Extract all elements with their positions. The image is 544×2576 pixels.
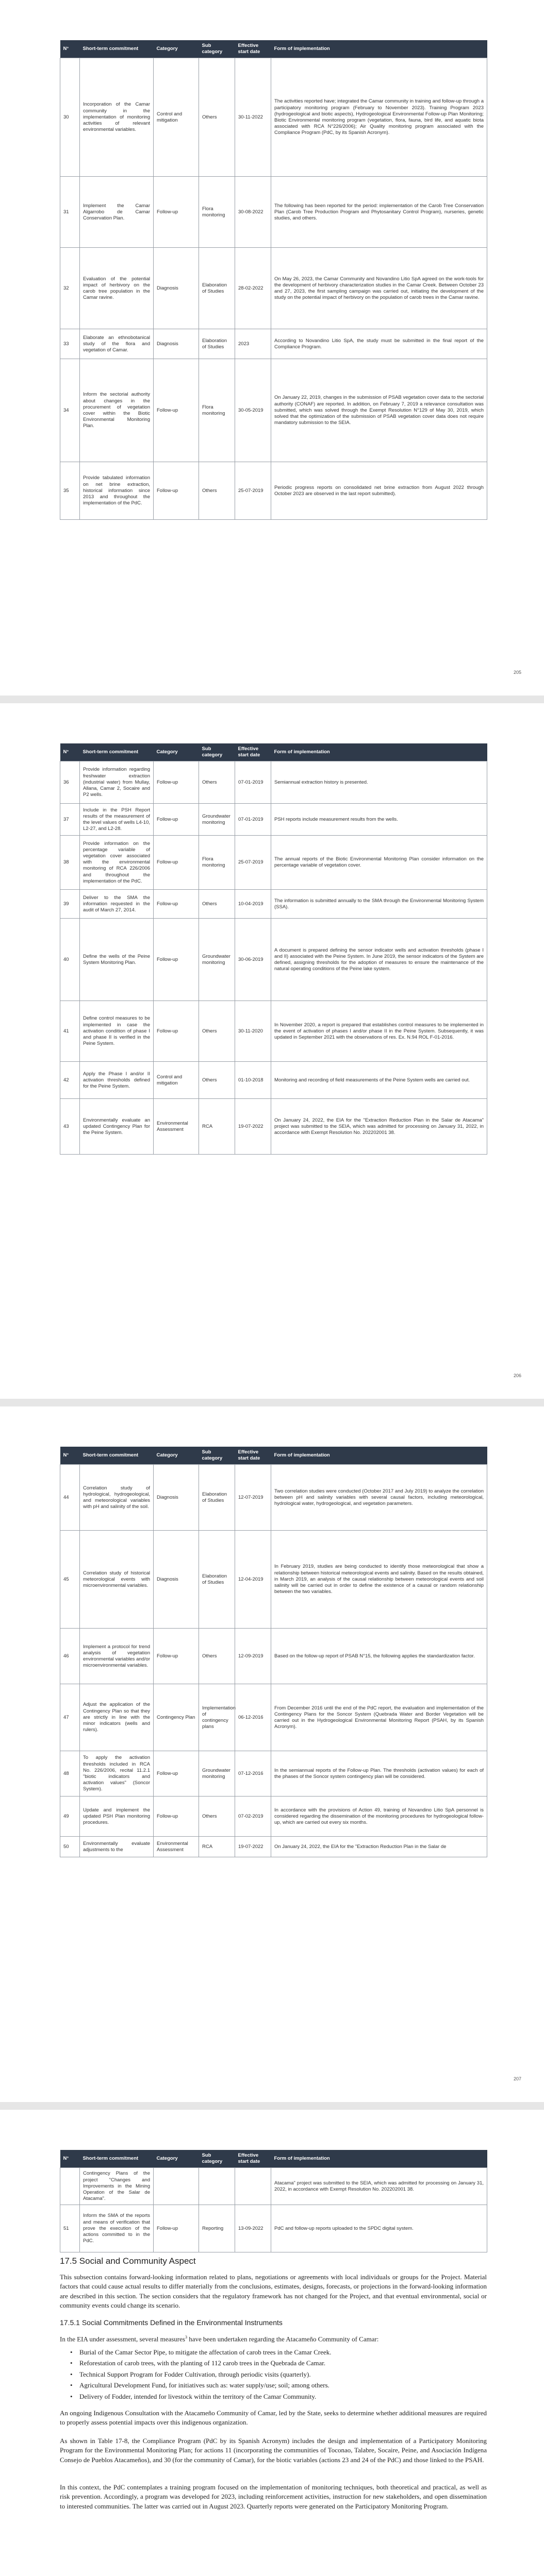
row-date: 28-02-2022: [235, 248, 271, 329]
row-commitment: Elaborate an ethnobotanical study of the flora and vegetation of Camar.: [80, 329, 154, 359]
row-subcategory: Others: [199, 1629, 235, 1684]
row-subcategory: Elaboration of Studies: [199, 248, 235, 329]
row-form: PSH reports include measurement results from the wells.: [271, 804, 487, 836]
row-date: 12-07-2019: [235, 1465, 271, 1531]
row-commitment: Evaluation of the potential impact of herbivory on the carob tree population in the Camar ravine.: [80, 248, 154, 329]
measures-paragraph: [60, 2334, 487, 2344]
row-category: Diagnosis: [154, 1465, 199, 1531]
row-subcategory: Others: [199, 1062, 235, 1099]
page-3: [0, 1406, 544, 2102]
col-header-number: N°: [60, 2150, 80, 2168]
row-number: 44: [60, 1465, 80, 1531]
row-date: 07-02-2019: [235, 1797, 271, 1837]
row-number: 31: [60, 177, 80, 248]
row-commitment: Apply the Phase I and/or II activation thresholds defined for the Peine System.: [80, 1062, 154, 1099]
row-category: Follow-up: [154, 2205, 199, 2252]
row-form: The activities reported have; integrated the Camar community in training and follow-up through a participatory monitoring program (February to November 2023). Training Program 2023 (hydrogeological and biotic aspects), Hydrogeological Environmental Follow-up Plan Monitoring; Biotic Environmental monitoring program (vegetation, flora, fauna, bird life, and aquatic biota associated with RCA N°226/2006); Air Quality monitoring program associated with the Compliance Program (PdC, by its Spanish Acronym).: [271, 58, 487, 177]
compliance-paragraph: As shown in Table 17-8, the Compliance Program (PdC by its Spanish Acronym) includes the design and implementation of a Participatory Monitoring Program for the Environmental Monitoring Plan; for actions 11 (incorporating the communities of Toconao, Talabre, Socaire, Peine, and Asociación Indígena Consejo de Pueblos Atacameños), and 30 (for the community of Camar), for the biotic variables (actions 23 and 24 of the PdC) and those linked to the PSAH.: [60, 2437, 487, 2464]
row-number: 35: [60, 462, 80, 520]
row-number: 45: [60, 1531, 80, 1629]
row-form: Atacama" project was submitted to the SEIA, which was admitted for processing on January 31, 2022, in accordance with Exempt Resolution No. 202202001 38.: [271, 2168, 487, 2205]
table-header-row: [60, 1447, 487, 1465]
col-header-subcategory: Sub category: [199, 743, 235, 761]
row-number: 42: [60, 1062, 80, 1099]
row-form: On May 26, 2023, the Camar Community and Novandino Litio SpA agreed on the work-tools for the development of herbivory characterization studies in the Camar Creek. Between October 23 and 27, 2023, the first sampling campaign was carried out, initiating the development of the study on the potential impact of herbivory on the population of carob trees in the Camar ravine.: [271, 248, 487, 329]
row-number: 30: [60, 58, 80, 177]
col-header-subcategory: Sub category: [199, 2150, 235, 2168]
row-subcategory: Groundwater monitoring: [199, 1751, 235, 1797]
col-header-start-date: Effective start date: [235, 40, 271, 58]
row-form: According to Novandino Litio SpA, the study must be submitted in the final report of the Compliance Program.: [271, 329, 487, 359]
row-date: 30-11-2020: [235, 1001, 271, 1062]
row-subcategory: [199, 2168, 235, 2205]
row-subcategory: Others: [199, 58, 235, 177]
table-row: [60, 2205, 487, 2252]
col-header-form: Form of implementation: [271, 2150, 487, 2168]
table-row: [60, 1797, 487, 1837]
col-header-number: N°: [60, 743, 80, 761]
row-form: On January 24, 2022, the EIA for the "Extraction Reduction Plan in the Salar de: [271, 1837, 487, 1857]
row-number: 34: [60, 359, 80, 462]
row-category: Follow-up: [154, 177, 199, 248]
table-row: [60, 890, 487, 919]
col-header-form: Form of implementation: [271, 1447, 487, 1465]
row-date: 19-07-2022: [235, 1837, 271, 1857]
page-2: [0, 703, 544, 1399]
table-row: [60, 2168, 487, 2205]
row-subcategory: Flora monitoring: [199, 359, 235, 462]
footnote-ref[interactable]: 3: [185, 2335, 187, 2340]
row-category: Diagnosis: [154, 1531, 199, 1629]
page-number: 206: [513, 1373, 521, 1378]
commitments-table: [60, 743, 487, 1155]
row-commitment: Inform the SMA of the reports and means of verification that prove the execution of the actions committed to in the PdC.: [80, 2205, 154, 2252]
row-form: The annual reports of the Biotic Environmental Monitoring Plan consider information on the percentage variable of vegetation cover.: [271, 836, 487, 890]
table-row: [60, 1099, 487, 1155]
row-number: 50: [60, 1837, 80, 1857]
col-header-number: N°: [60, 40, 80, 58]
table-row: [60, 1837, 487, 1857]
col-header-category: Category: [154, 1447, 199, 1465]
row-number: [60, 2168, 80, 2205]
row-category: Environmental Assessment: [154, 1099, 199, 1155]
row-subcategory: RCA: [199, 1837, 235, 1857]
table-row: [60, 1465, 487, 1531]
section-heading: 17.5 Social and Community Aspect: [60, 2256, 196, 2266]
row-commitment: Environmentally evaluate an updated Contingency Plan for the Peine System.: [80, 1099, 154, 1155]
row-number: 41: [60, 1001, 80, 1062]
col-header-category: Category: [154, 40, 199, 58]
row-date: 07-12-2016: [235, 1751, 271, 1797]
page-number: 205: [513, 670, 521, 675]
page-number: 207: [513, 2076, 521, 2081]
row-date: 30-05-2019: [235, 359, 271, 462]
row-commitment: Inform the sectorial authority about changes in the procurement of vegetation cover within the Biotic Environmental Monitoring Plan.: [80, 359, 154, 462]
row-category: Diagnosis: [154, 248, 199, 329]
row-form: On January 22, 2019, changes in the submission of PSAB vegetation cover data to the sectorial authority (CONAF) are reported. In addition, on February 7, 2019 a relevance consultation was submitted, which was solved through the Exempt Resolution N°129 of May 30, 2019, which solved that the optimization of the submission of PSAB vegetation cover data does not require mandatory submission to the SEIA.: [271, 359, 487, 462]
row-commitment: Implement the Camar Algarrobo de Camar Conservation Plan.: [80, 177, 154, 248]
row-number: 49: [60, 1797, 80, 1837]
table-row: [60, 1751, 487, 1797]
page-1: [0, 0, 544, 696]
consultation-paragraph: An ongoing Indigenous Consultation with the Atacameño Community of Camar, led by the State, seeks to determine whether additional measures are required to properly assess potential impacts over this indigenous organization.: [60, 2409, 487, 2427]
row-subcategory: Others: [199, 890, 235, 919]
row-number: 51: [60, 2205, 80, 2252]
row-date: 13-09-2022: [235, 2205, 271, 2252]
row-category: Follow-up: [154, 1001, 199, 1062]
measures-text-start: In the EIA under assessment, several measures: [60, 2335, 185, 2343]
row-number: 38: [60, 836, 80, 890]
table-row: [60, 248, 487, 329]
row-date: 12-09-2019: [235, 1629, 271, 1684]
row-number: 39: [60, 890, 80, 919]
row-commitment: Update and implement the updated PSH Plan monitoring procedures.: [80, 1797, 154, 1837]
row-subcategory: Flora monitoring: [199, 177, 235, 248]
table-row: [60, 1684, 487, 1751]
row-number: 43: [60, 1099, 80, 1155]
row-commitment: Environmentally evaluate adjustments to the: [80, 1837, 154, 1857]
row-date: 12-04-2019: [235, 1531, 271, 1629]
row-category: Follow-up: [154, 359, 199, 462]
row-commitment: Provide information regarding freshwater extraction (industrial water) from Mullay, Allana, Camar 2, Socaire and P2 wells.: [80, 761, 154, 804]
row-category: Control and mitigation: [154, 58, 199, 177]
table-row: [60, 1062, 487, 1099]
row-form: From December 2016 until the end of the PdC report, the evaluation and implementation of the Contingency Plans for the Soncor System (Quebrada Water and Border Vegetation will be carried out in the Hydrogeological Environmental Monitoring Report (PSAH, by its Spanish Acronym).: [271, 1684, 487, 1751]
measures-list: [60, 2348, 487, 2403]
row-commitment: Correlation study of historical meteorological events with microenvironmental variables.: [80, 1531, 154, 1629]
row-subcategory: RCA: [199, 1099, 235, 1155]
row-form: The information is submitted annually to the SMA through the Environmental Monitoring System (SSA).: [271, 890, 487, 919]
commitments-table: [60, 2150, 487, 2252]
commitments-table: [60, 1447, 487, 1857]
row-form: Periodic progress reports on consolidated net brine extraction from August 2022 through October 2023 are observed in the last report submitted).: [271, 462, 487, 520]
row-category: Follow-up: [154, 890, 199, 919]
row-date: 07-01-2019: [235, 761, 271, 804]
row-commitment: Correlation study of hydrological, hydrogeological, and meteorological variables with pH and salinity of the soil.: [80, 1465, 154, 1531]
row-form: In the semiannual reports of the Follow-up Plan. The thresholds (activation values) for each of the phases of the Soncor system contingency plan will be considered.: [271, 1751, 487, 1797]
row-commitment: Provide tabulated information on net brine extraction, historical information since 2013 and throughout the implementation of the PdC.: [80, 462, 154, 520]
col-header-commitment: Short-term commitment: [80, 1447, 154, 1465]
table-row: [60, 1629, 487, 1684]
table-header-row: [60, 40, 487, 58]
row-commitment: Incorporation of the Camar community in the implementation of monitoring activities of relevant environmental variables.: [80, 58, 154, 177]
row-category: Follow-up: [154, 761, 199, 804]
row-subcategory: Others: [199, 1001, 235, 1062]
row-commitment: Adjust the application of the Contingency Plan so that they are strictly in line with the minor indicators (wells and rulers).: [80, 1684, 154, 1751]
row-subcategory: Elaboration of Studies: [199, 1531, 235, 1629]
col-header-start-date: Effective start date: [235, 743, 271, 761]
col-header-category: Category: [154, 2150, 199, 2168]
row-form: Based on the follow-up report of PSAB N°15, the following applies the standardization factor.: [271, 1629, 487, 1684]
row-form: PdC and follow-up reports uploaded to the SPDC digital system.: [271, 2205, 487, 2252]
table-row: [60, 1531, 487, 1629]
list-item: • Technical Support Program for Fodder Cultivation, through periodic visits (quarterly).: [79, 2370, 487, 2379]
row-category: Diagnosis: [154, 329, 199, 359]
subsection-heading: 17.5.1 Social Commitments Defined in the Environmental Instruments: [60, 2318, 283, 2327]
row-commitment: Provide information on the percentage variable of vegetation cover associated with the environmental monitoring of RCA 226/2006 and throughout the implementation of the PdC.: [80, 836, 154, 890]
col-header-commitment: Short-term commitment: [80, 743, 154, 761]
row-category: Follow-up: [154, 1797, 199, 1837]
row-commitment: To apply the activation thresholds included in RCA No. 226/2006, recital 11.2.1 "biotic indicators and activation values" (Soncor System).: [80, 1751, 154, 1797]
col-header-subcategory: Sub category: [199, 1447, 235, 1465]
page-4: [0, 2110, 544, 2576]
intro-paragraph: This subsection contains forward-looking information related to plans, negotiations or agreements with local individuals or groups for the Project. Material factors that could cause actual results to differ materially from the conclusions, estimates, designs, forecasts, or projections in the forward-looking information are described in this section. The section considers that the regulatory framework has not changed for the Project, and that eventual environmental, social or community events could change its scenario.: [60, 2273, 487, 2310]
table-row: [60, 1001, 487, 1062]
row-form: In February 2019, studies are being conducted to identify those meteorological that show a relationship between historical meteorological events and salinity. Based on the results obtained, in March 2019, an analysis of the causal relationship between meteorological events and soil salinity will be carried out in order to define the existence of a causal or random relationship between the two variables.: [271, 1531, 487, 1629]
table-row: [60, 329, 487, 359]
row-date: 30-11-2022: [235, 58, 271, 177]
table-row: [60, 761, 487, 804]
col-header-start-date: Effective start date: [235, 1447, 271, 1465]
row-subcategory: Flora monitoring: [199, 836, 235, 890]
col-header-commitment: Short-term commitment: [80, 40, 154, 58]
table-row: [60, 177, 487, 248]
row-date: 07-01-2019: [235, 804, 271, 836]
row-subcategory: Elaboration of Studies: [199, 1465, 235, 1531]
row-number: 46: [60, 1629, 80, 1684]
training-paragraph: In this context, the PdC contemplates a training program focused on the implementation of monitoring techniques, both theoretical and practical, as well as risk prevention. Accordingly, a program was developed for 2023, including reinforcement activities, instruction for new stakeholders, and open dissemination to interested communities. The latter was carried out in August 2023. Quarterly reports were generated on the Participatory Monitoring Program.: [60, 2483, 487, 2510]
row-date: 10-04-2019: [235, 890, 271, 919]
row-date: [235, 2168, 271, 2205]
row-form: In accordance with the provisions of Action 49, training of Novandino Litio SpA personnel is considered regarding the dissemination of the monitoring procedures for hydrogeological follow-up, which are carried out every six months.: [271, 1797, 487, 1837]
row-commitment: Deliver to the SMA the information requested in the audit of March 27, 2014.: [80, 890, 154, 919]
row-subcategory: Others: [199, 761, 235, 804]
list-item: • Agricultural Development Fund, for initiatives such as: water supply/use; soil; among others.: [79, 2381, 487, 2390]
row-subcategory: Implementation of contingency plans: [199, 1684, 235, 1751]
row-form: Two correlation studies were conducted (October 2017 and July 2019) to analyze the correlation between pH and salinity variables with several causal factors, including meteorological, hydrological water, hydrogeological, and vegetation parameters.: [271, 1465, 487, 1531]
row-date: 01-10-2018: [235, 1062, 271, 1099]
table-row: [60, 462, 487, 520]
row-category: Environmental Assessment: [154, 1837, 199, 1857]
commitments-table: [60, 40, 487, 520]
table-row: [60, 58, 487, 177]
row-subcategory: Groundwater monitoring: [199, 804, 235, 836]
row-number: 32: [60, 248, 80, 329]
row-subcategory: Others: [199, 1797, 235, 1837]
list-item: • Reforestation of carob trees, with the planting of 112 carob trees in the Quebrada de Camar.: [79, 2359, 487, 2368]
col-header-commitment: Short-term commitment: [80, 2150, 154, 2168]
row-form: Semiannual extraction history is presented.: [271, 761, 487, 804]
measures-text-end: have been undertaken regarding the Atacameño Community of Camar:: [187, 2335, 379, 2343]
row-date: 06-12-2016: [235, 1684, 271, 1751]
col-header-form: Form of implementation: [271, 743, 487, 761]
col-header-number: N°: [60, 1447, 80, 1465]
row-category: Follow-up: [154, 804, 199, 836]
row-category: [154, 2168, 199, 2205]
row-subcategory: Groundwater monitoring: [199, 919, 235, 1001]
row-date: 25-07-2019: [235, 836, 271, 890]
row-number: 48: [60, 1751, 80, 1797]
row-form: A document is prepared defining the sensor indicator wells and activation thresholds (phase I and II) associated with the Peine System. In June 2019, the sensor indicators of the System are defined, assigning thresholds for the adoption of measures to ensure the maintenance of the natural operating conditions of the Peine lake system.: [271, 919, 487, 1001]
row-category: Follow-up: [154, 462, 199, 520]
col-header-subcategory: Sub category: [199, 40, 235, 58]
row-form: The following has been reported for the period: implementation of the Carob Tree Conservation Plan (Carob Tree Production Program and Phytosanitary Control Program), nurseries, genetic studies, and others.: [271, 177, 487, 248]
row-commitment: Contingency Plans of the project "Changes and Improvements in the Mining Operation of the Salar de Atacama".: [80, 2168, 154, 2205]
row-subcategory: Others: [199, 462, 235, 520]
row-date: 30-08-2022: [235, 177, 271, 248]
row-form: In November 2020, a report is prepared that establishes control measures to be implemented in the event of activation of phases I and/or phase II in the Peine System. Subsequently, it was updated in September 2021 with the observations of res. Ex. N.94 ROL F-01-2016.: [271, 1001, 487, 1062]
row-subcategory: Reporting: [199, 2205, 235, 2252]
table-row: [60, 804, 487, 836]
row-number: 40: [60, 919, 80, 1001]
row-date: 2023: [235, 329, 271, 359]
row-category: Control and mitigation: [154, 1062, 199, 1099]
table-row: [60, 836, 487, 890]
list-item: • Burial of the Camar Sector Pipe, to mitigate the affectation of carob trees in the Camar Creek.: [79, 2348, 487, 2357]
table-header-row: [60, 2150, 487, 2168]
row-category: Follow-up: [154, 1629, 199, 1684]
col-header-form: Form of implementation: [271, 40, 487, 58]
row-category: Follow-up: [154, 1751, 199, 1797]
table-row: [60, 919, 487, 1001]
row-number: 47: [60, 1684, 80, 1751]
list-item: • Delivery of Fodder, intended for livestock within the territory of the Camar Community.: [79, 2392, 487, 2401]
row-date: 25-07-2019: [235, 462, 271, 520]
row-date: 30-06-2019: [235, 919, 271, 1001]
col-header-category: Category: [154, 743, 199, 761]
row-category: Contingency Plan: [154, 1684, 199, 1751]
row-commitment: Implement a protocol for trend analysis of vegetation environmental variables and/or microenvironmental variables.: [80, 1629, 154, 1684]
row-number: 36: [60, 761, 80, 804]
row-commitment: Define the wells of the Peine System Monitoring Plan.: [80, 919, 154, 1001]
table-row: [60, 359, 487, 462]
row-category: Follow-up: [154, 836, 199, 890]
row-commitment: Include in the PSH Report results of the measurement of the level values of wells L4-10, L2-27, and L2-28.: [80, 804, 154, 836]
row-form: On January 24, 2022, the EIA for the "Extraction Reduction Plan in the Salar de Atacama" project was submitted to the SEIA, which was admitted for processing on January 31, 2022, in accordance with Exempt Resolution No. 202202001 38.: [271, 1099, 487, 1155]
row-subcategory: Elaboration of Studies: [199, 329, 235, 359]
row-date: 19-07-2022: [235, 1099, 271, 1155]
row-form: Monitoring and recording of field measurements of the Peine System wells are carried out.: [271, 1062, 487, 1099]
col-header-start-date: Effective start date: [235, 2150, 271, 2168]
row-category: Follow-up: [154, 919, 199, 1001]
row-commitment: Define control measures to be implemented in case the activation condition of phase I and phase II is verified in the Peine System.: [80, 1001, 154, 1062]
row-number: 37: [60, 804, 80, 836]
table-header-row: [60, 743, 487, 761]
row-number: 33: [60, 329, 80, 359]
